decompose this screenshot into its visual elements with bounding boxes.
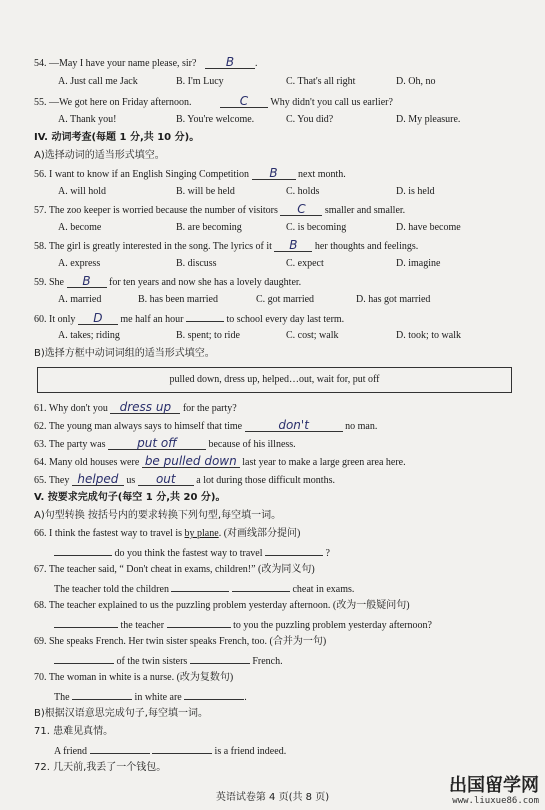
question-66: 66. I think the fastest way to travel is by plane. (对画线部分提问) bbox=[34, 528, 301, 539]
section-4-title: IV. 动词考查(每题 1 分,共 10 分)。 bbox=[34, 132, 200, 143]
section-4-part-b: B)选择方框中动词词组的适当形式填空。 bbox=[34, 348, 215, 359]
option-60-b: B. spent; to ride bbox=[176, 330, 240, 341]
question-59: 59. She B for ten years and now she has a lovely daughter. bbox=[34, 274, 302, 288]
blank-60[interactable] bbox=[186, 311, 224, 322]
blank-71-2[interactable] bbox=[152, 743, 212, 754]
option-54-a: A. Just call me Jack bbox=[58, 76, 138, 87]
question-68-answer-line: the teacher to you the puzzling problem yesterday afternoon? bbox=[54, 617, 531, 632]
word-box: pulled down, dress up, helped…out, wait for, put off bbox=[37, 367, 512, 393]
watermark-logo bbox=[449, 776, 539, 806]
page-footer: 英语试卷第 4 页(共 8 页) bbox=[215, 792, 330, 803]
question-58: 58. The girl is greatly interested in the song. The lyrics of it B her thoughts and feelings. bbox=[34, 238, 419, 252]
blank-66-1[interactable] bbox=[54, 545, 112, 556]
question-68: 68. The teacher explained to us the puzzling problem yesterday afternoon. (改为一般疑问句) bbox=[34, 600, 410, 611]
option-54-b: B. I'm Lucy bbox=[176, 76, 224, 87]
option-54-d: D. Oh, no bbox=[396, 76, 436, 87]
question-61: 61. Why don't you dress up for the party? bbox=[34, 400, 237, 414]
blank-67-1[interactable] bbox=[171, 581, 229, 592]
option-59-b: B. has been married bbox=[138, 294, 218, 305]
answer-56: B bbox=[252, 167, 296, 180]
question-55: 55. —We got here on Friday afternoon. C Why didn't you call us earlier? bbox=[34, 94, 393, 108]
question-57: 57. The zoo keeper is worried because the number of visitors C smaller and smaller. bbox=[34, 202, 406, 216]
option-58-c: C. expect bbox=[286, 258, 324, 269]
answer-65-2: out bbox=[138, 473, 194, 486]
answer-54: B bbox=[205, 56, 255, 69]
option-57-c: C. is becoming bbox=[286, 222, 347, 233]
section-5-part-a: A)句型转换 按括号内的要求转换下列句型,每空填一词。 bbox=[34, 510, 282, 521]
question-71-answer-line: A friend is a friend indeed. bbox=[54, 743, 531, 758]
watermark-title: 出国留学网 bbox=[449, 775, 539, 796]
option-57-d: D. have become bbox=[396, 222, 461, 233]
option-58-a: A. express bbox=[58, 258, 101, 269]
blank-66-2[interactable] bbox=[265, 545, 323, 556]
answer-62: don't bbox=[245, 419, 343, 432]
section-4-part-a: A)选择动词的适当形式填空。 bbox=[34, 150, 165, 161]
question-69-answer-line: of the twin sisters French. bbox=[54, 653, 531, 668]
option-59-a: A. married bbox=[58, 294, 102, 305]
option-57-b: B. are becoming bbox=[176, 222, 242, 233]
question-54: 54. —May I have your name please, sir? B . bbox=[34, 55, 258, 69]
option-59-c: C. got married bbox=[256, 294, 315, 305]
option-56-c: C. holds bbox=[286, 186, 320, 197]
option-54-c: C. That's all right bbox=[286, 76, 356, 87]
blank-69-2[interactable] bbox=[190, 653, 250, 664]
question-71: 71. 患难见真情。 bbox=[34, 726, 114, 737]
question-56: 56. I want to know if an English Singing Competition B next month. bbox=[34, 166, 346, 180]
option-55-b: B. You're welcome. bbox=[176, 114, 255, 125]
answer-57: C bbox=[280, 203, 322, 216]
option-56-d: D. is held bbox=[396, 186, 435, 197]
answer-65-1: helped bbox=[72, 473, 124, 486]
blank-67-2[interactable] bbox=[232, 581, 290, 592]
option-55-d: D. My pleasure. bbox=[396, 114, 461, 125]
option-58-b: B. discuss bbox=[176, 258, 217, 269]
blank-70-1[interactable] bbox=[72, 689, 132, 700]
option-60-c: C. cost; walk bbox=[286, 330, 339, 341]
answer-64: be pulled down bbox=[142, 455, 240, 468]
answer-55: C bbox=[220, 95, 268, 108]
answer-58: B bbox=[274, 239, 312, 252]
option-55-c: C. You did? bbox=[286, 114, 334, 125]
question-65: 65. They helped us out a lot during those difficult months. bbox=[34, 472, 335, 486]
option-59-d: D. has got married bbox=[356, 294, 431, 305]
watermark-url: www.liuxue86.com bbox=[452, 796, 539, 806]
blank-71-1[interactable] bbox=[90, 743, 150, 754]
option-56-b: B. will be held bbox=[176, 186, 235, 197]
option-57-a: A. become bbox=[58, 222, 102, 233]
question-70: 70. The woman in white is a nurse. (改为复数句) bbox=[34, 672, 234, 683]
answer-60: D bbox=[78, 312, 118, 325]
question-67-answer-line: The teacher told the children cheat in exams. bbox=[54, 581, 531, 596]
blank-68-1[interactable] bbox=[54, 617, 118, 628]
option-55-a: A. Thank you! bbox=[58, 114, 117, 125]
answer-59: B bbox=[67, 275, 107, 288]
answer-61: dress up bbox=[110, 401, 180, 414]
question-60: 60. It only D me half an hour to school every day last term. bbox=[34, 311, 345, 325]
question-62: 62. The young man always says to himself that time don't no man. bbox=[34, 418, 378, 432]
question-66-answer-line: do you think the fastest way to travel ? bbox=[54, 545, 531, 560]
question-69: 69. She speaks French. Her twin sister speaks French, too. (合并为一句) bbox=[34, 636, 327, 647]
option-56-a: A. will hold bbox=[58, 186, 107, 197]
section-5-part-b: B)根据汉语意思完成句子,每空填一词。 bbox=[34, 708, 208, 719]
blank-70-2[interactable] bbox=[184, 689, 244, 700]
question-54-stem: 54. —May I have your name please, sir? bbox=[34, 58, 197, 69]
question-67: 67. The teacher said, “ Don't cheat in exams, children!” (改为同义句) bbox=[34, 564, 315, 575]
question-70-answer-line: The in white are . bbox=[54, 689, 531, 704]
answer-63: put off bbox=[108, 437, 206, 450]
question-64: 64. Many old houses were be pulled down last year to make a large green area here. bbox=[34, 454, 406, 468]
option-60-a: A. takes; riding bbox=[58, 330, 120, 341]
blank-68-2[interactable] bbox=[167, 617, 231, 628]
option-58-d: D. imagine bbox=[396, 258, 441, 269]
question-72: 72. 几天前,我丢了一个钱包。 bbox=[34, 762, 167, 773]
underlined-phrase: by plane bbox=[184, 528, 219, 539]
question-63: 63. The party was put off because of his illness. bbox=[34, 436, 296, 450]
section-5-title: V. 按要求完成句子(每空 1 分,共 20 分)。 bbox=[34, 492, 226, 503]
option-60-d: D. took; to walk bbox=[396, 330, 461, 341]
blank-69-1[interactable] bbox=[54, 653, 114, 664]
